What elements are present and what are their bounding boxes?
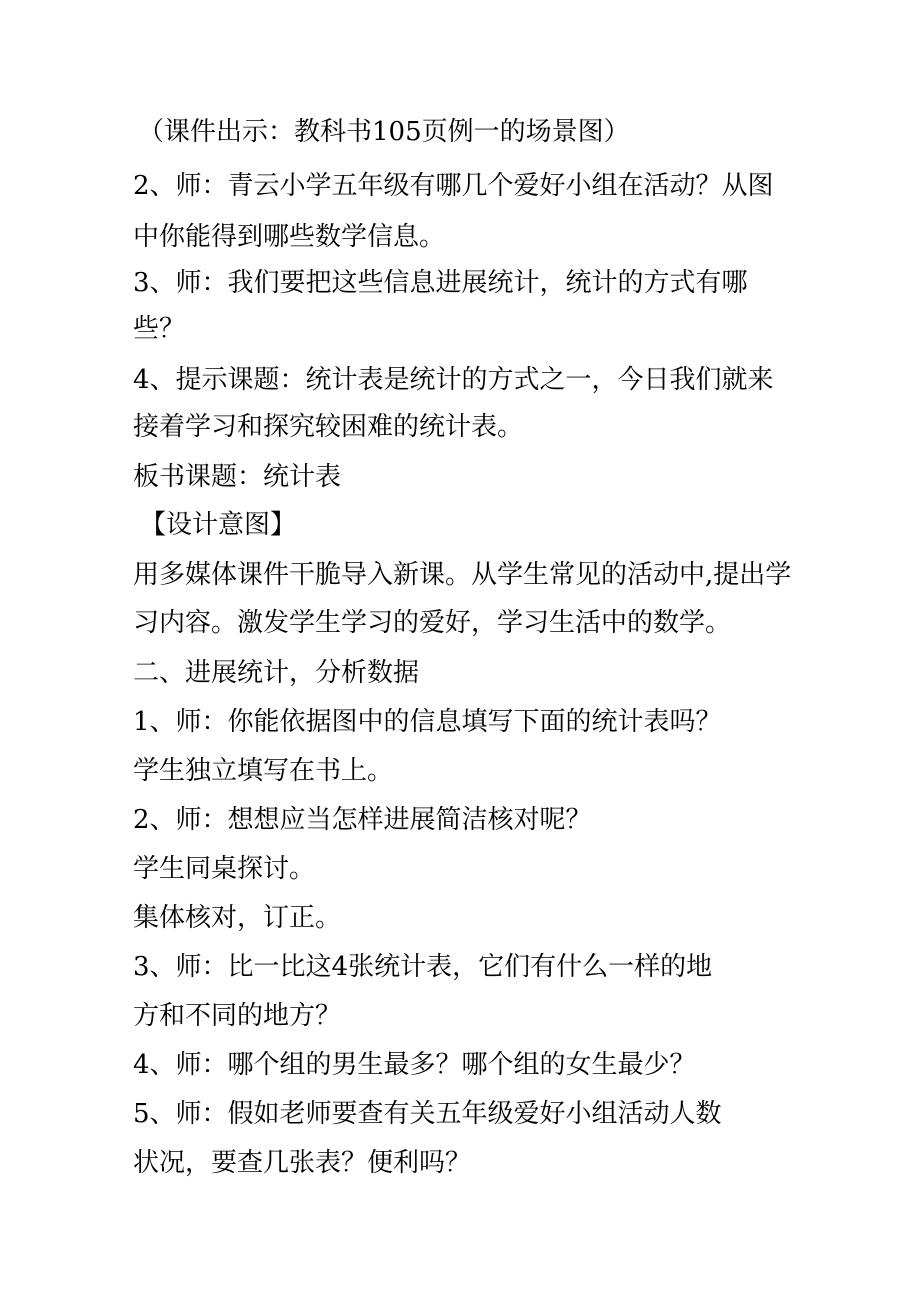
text-line-design-intent-heading: 【设计意图】 bbox=[140, 510, 297, 540]
text-line-question-3-cont: 些？ bbox=[133, 314, 186, 344]
text-line-step-3-cont: 方和不同的地方？ bbox=[133, 1001, 342, 1031]
text-line-question-2: 2、师：青云小学五年级有哪几个爱好小组在活动？从图 bbox=[133, 171, 774, 201]
text-line-step-1-student: 学生独立填写在书上。 bbox=[133, 756, 394, 786]
text-line-design-intent-cont: 习内容。激发学生学习的爱好，学习生活中的数学。 bbox=[133, 608, 732, 638]
text-line-step-2-check: 集体核对，订正。 bbox=[133, 903, 342, 933]
text-line-courseware-note: （课件出示：教科书105页例一的场景图） bbox=[138, 117, 630, 147]
text-line-design-intent: 用多媒体课件干脆导入新课。从学生常见的活动中,提出学 bbox=[133, 560, 792, 590]
text-line-step-1: 1、师：你能依据图中的信息填写下面的统计表吗？ bbox=[133, 707, 722, 737]
text-line-step-5: 5、师：假如老师要查有关五年级爱好小组活动人数 bbox=[133, 1099, 722, 1129]
text-line-board-title: 板书课题：统计表 bbox=[133, 462, 342, 492]
text-line-step-2: 2、师：想想应当怎样进展简洁核对呢？ bbox=[133, 805, 592, 835]
text-line-topic-4: 4、提示课题：统计表是统计的方式之一，今日我们就来 bbox=[133, 365, 774, 395]
text-line-question-2-cont: 中你能得到哪些数学信息。 bbox=[133, 222, 446, 252]
text-line-question-3: 3、师：我们要把这些信息进展统计，统计的方式有哪 bbox=[133, 268, 748, 298]
text-line-step-3: 3、师：比一比这4张统计表，它们有什么一样的地 bbox=[133, 952, 713, 982]
text-line-section-2-heading: 二、进展统计，分析数据 bbox=[133, 658, 420, 688]
text-line-step-5-cont: 状况，要查几张表？便利吗？ bbox=[133, 1148, 472, 1178]
text-line-step-4: 4、师：哪个组的男生最多？哪个组的女生最少？ bbox=[133, 1050, 696, 1080]
text-line-step-2-student: 学生同桌探讨。 bbox=[133, 854, 316, 884]
text-line-topic-4-cont: 接着学习和探究较困难的统计表。 bbox=[133, 412, 524, 442]
